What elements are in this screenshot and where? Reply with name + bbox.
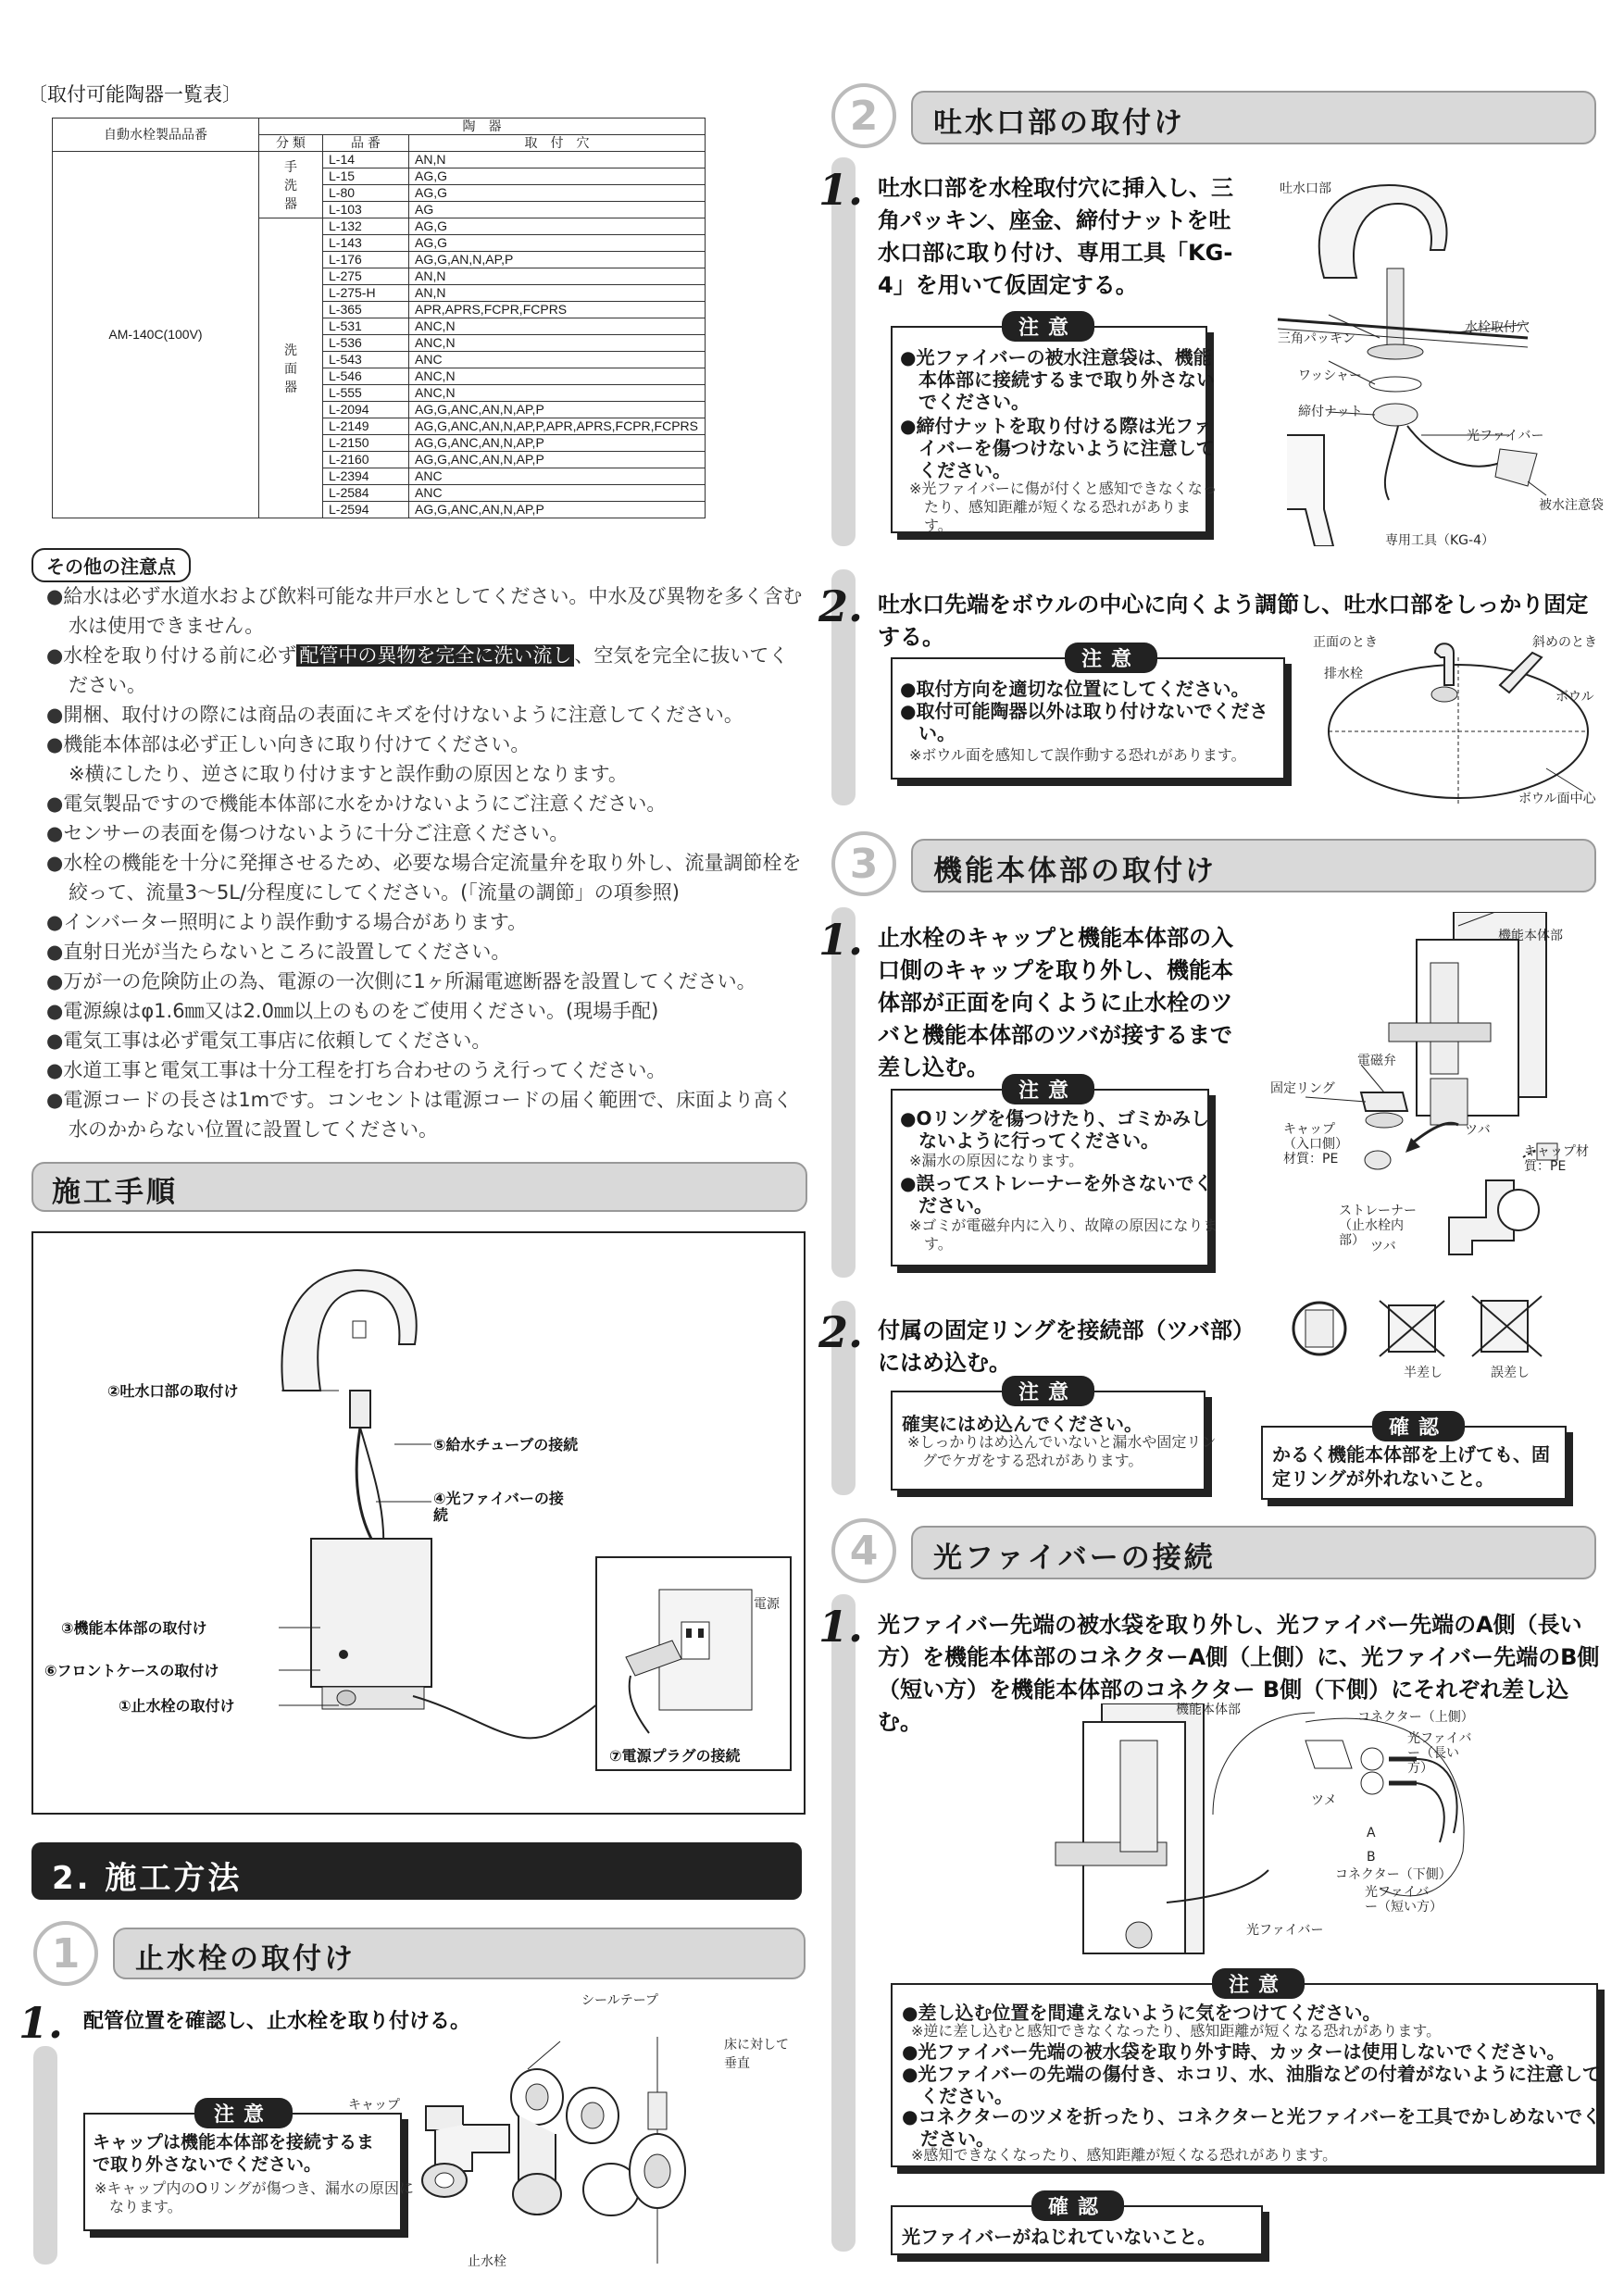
note-item: ●インバーター照明により誤作動する場合があります。 (46, 911, 528, 933)
header-product: 自動水栓製品品番 (53, 119, 259, 152)
step-text: 配管位置を確認し、止水栓を取り付ける。 (83, 2010, 471, 2033)
model-cell: L-80 (323, 185, 409, 202)
note-item: ●万が一の危険防止の為、電源の一次側に1ヶ所漏電遮断器を設置してください。 (46, 970, 756, 992)
caution-text: ●Oリングを傷つけたり、ゴミかみしないように行ってください。 (900, 1107, 1210, 1152)
holes-cell: AG,G (409, 235, 706, 252)
holes-cell: ANC,N (409, 368, 706, 385)
caution-box (891, 1974, 1602, 2167)
holes-cell: AG,G,ANC,AN,N,AP,P (409, 452, 706, 468)
model-cell: L-2160 (323, 452, 409, 468)
label-cap: キャップ (348, 2098, 400, 2113)
step-number: 1. (818, 1602, 864, 1652)
holes-cell: AG,G,ANC,AN,N,AP,P,APR,APRS,FCPR,FCPRS (409, 418, 706, 435)
caution-text: キャップは機能本体部を接続するまで取り外さないでください。 (93, 2132, 375, 2175)
note-item: ●開梱、取付けの際には商品の表面にキズを付けないように注意してください。 (46, 704, 743, 726)
label-bag: 被水注意袋 (1539, 498, 1604, 513)
section-title: 吐水口部の取付け (933, 106, 1185, 140)
holes-cell: AG,G,ANC,AN,N,AP,P (409, 502, 706, 518)
holes-cell: AN,N (409, 152, 706, 168)
label-connector-a: コネクター（上側） (1357, 1710, 1474, 1725)
holes-cell: ANC,N (409, 335, 706, 352)
note-item: ●機能本体部は必ず正しい向きに取り付けてください。 (46, 733, 531, 755)
model-cell: L-275 (323, 268, 409, 285)
note-item: ●電気工事は必ず電気工事店に依頼してください。 (46, 1029, 492, 1052)
confirm-text: かるく機能本体部を上げても、固定リングが外れないこと。 (1272, 1443, 1550, 1490)
caution-box (891, 317, 1218, 534)
label-strainer: ストレーナー（止水栓内部） (1339, 1204, 1417, 1248)
caution-subtext: ※しっかりはめ込んでいないと漏水や固定リングでケガをする恐れがあります。 (907, 1433, 1217, 1469)
step-strip (33, 2046, 57, 2265)
label-packing: 三角パッキン (1278, 331, 1355, 346)
label-solenoid: 電磁弁 (1357, 1054, 1396, 1068)
caution-subtext: ※感知できなくなったり、感知距離が短くなる恐れがあります。 (911, 2146, 1338, 2164)
label-body: ③機能本体部の取付け (61, 1619, 207, 1637)
step-strip (831, 1594, 856, 2252)
holes-cell: ANC,N (409, 318, 706, 335)
table-row (53, 152, 706, 168)
method-bar (31, 1842, 802, 1900)
section-bar (911, 91, 1596, 144)
caution-box (83, 2103, 415, 2231)
caution-text: ●締付ナットを取り付ける際は光ファイバーを傷つけないように注意してください。 (900, 415, 1215, 481)
label-body: 機能本体部 (1498, 929, 1563, 943)
label-valve: 止水栓 (468, 2254, 506, 2269)
model-cell: L-2594 (323, 502, 409, 518)
step-strip (831, 157, 856, 546)
header-model: 品 番 (323, 135, 409, 152)
caution-text: 確実にはめ込んでください。 (902, 1413, 1143, 1435)
faucet-overview-illustration (33, 1233, 804, 1813)
spout-install-illustration (1250, 167, 1602, 546)
holes-cell: AG,G,ANC,AN,N,AP,P (409, 402, 706, 418)
header-ceramic: 陶 器 (259, 119, 706, 135)
label-spout: 吐水口部 (1280, 181, 1331, 196)
holes-cell: ANC (409, 485, 706, 502)
header-holes: 取 付 穴 (409, 135, 706, 152)
model-cell: L-555 (323, 385, 409, 402)
confirm-tag: 確認 (1372, 1411, 1465, 1441)
model-cell: L-365 (323, 302, 409, 318)
procedure-diagram (31, 1231, 806, 1815)
caution-text: ●差し込む位置を間違えないように気をつけてください。 (902, 2002, 1381, 2024)
step-number: 2. (818, 1307, 864, 1357)
note-item: ●直射日光が当たらないところに設置してください。 (46, 941, 511, 963)
step-text: 光ファイバー先端の被水袋を取り外し、光ファイバー先端のA側（長い方）を機能本体部のコネクターA側（上側）に、光ファイバー先端のB側（短い方）を機能本体部のコネクター B側（下側）にそれぞれ差し込む。 (878, 1612, 1600, 1735)
label-power-plug: ⑦電源プラグの接続 (609, 1747, 741, 1765)
model-cell: L-546 (323, 368, 409, 385)
section-number: 4 (831, 1518, 896, 1583)
model-cell: L-2150 (323, 435, 409, 452)
procedure-bar (31, 1162, 807, 1212)
caution-text: ●コネクターのツメを折ったり、コネクターと光ファイバーを工具でかしめないでください。 (902, 2105, 1602, 2150)
label-fiber-b: 光ファイバー（短い方） (1365, 1885, 1443, 1915)
caution-tag: 注意 (1002, 1074, 1094, 1104)
step-number: 1. (818, 915, 864, 965)
label-tool: 専用工具（KG-4） (1385, 533, 1494, 548)
note-item: ●電気製品ですので機能本体部に水をかけないようにご注意ください。 (46, 792, 667, 815)
caution-subtext: ※逆に差し込むと感知できなくなったり、感知距離が短くなる恐れがあります。 (911, 2022, 1442, 2040)
model-cell: L-2584 (323, 485, 409, 502)
step-text: 吐水口部を水栓取付穴に挿入し、三角パッキン、座金、締付ナットを吐水口部に取り付け、専用工具「KG-4」を用いて仮固定する。 (878, 175, 1233, 298)
caution-text: ●光ファイバーの被水注意袋は、機能本体部に接続するまで取り外さないでください。 (900, 346, 1215, 413)
caution-subtext: ※ボウル面を感知して誤作動する恐れがあります。 (909, 746, 1246, 764)
table-header-row (53, 119, 706, 135)
section-bar (113, 1928, 806, 1979)
note-item: ●電源線はφ1.6㎜又は2.0㎜以上のものをご使用ください。(現場手配) (46, 1000, 659, 1022)
caution-tag: 注意 (1065, 643, 1157, 673)
label-b-circle: B (1367, 1850, 1376, 1865)
table-title: 〔取付可能陶器一覧表〕 (28, 83, 242, 106)
holes-cell: AN,N (409, 285, 706, 302)
caution-box (891, 1381, 1217, 1491)
spout-direction-illustration (1315, 630, 1602, 815)
note-item: ●水栓を取り付ける前に必ず 配管中の異物を完全に洗い流し 、空気を完全に抜いてください。 (46, 644, 789, 696)
section-bar (911, 1526, 1596, 1579)
label-mount-hole: 水栓取付穴 (1465, 320, 1530, 335)
model-cell: L-132 (323, 218, 409, 235)
note-item: ●水道工事と電気工事は十分工程を打ち合わせのうえ行ってください。 (46, 1059, 667, 1081)
step-number: 1. (19, 1998, 64, 2048)
model-cell: L-103 (323, 202, 409, 218)
label-diagonal: 斜めのとき (1532, 635, 1597, 650)
caution-text: ●誤ってストレーナーを外さないでください。 (900, 1172, 1213, 1217)
holes-cell: AG,G (409, 218, 706, 235)
note-item: ●水栓の機能を十分に発揮させるため、必要な場合定流量弁を取り外し、流量調節栓を絞って、流量3～5L/分程度にしてください。(「流量の調節」の項参照) (46, 852, 802, 904)
caution-text: ●光ファイバー先端の被水袋を取り外す時、カッターは使用しないでください。 (902, 2040, 1566, 2063)
caution-text: ●取付可能陶器以外は取り付けないでください。 (900, 700, 1268, 744)
confirm-tag: 確認 (1031, 2190, 1124, 2221)
procedure-title: 施工手順 (52, 1176, 178, 1209)
label-drain: 排水栓 (1324, 667, 1363, 681)
notes-list (46, 581, 806, 1144)
section-title: 機能本体部の取付け (933, 855, 1217, 888)
label-a-circle: A (1367, 1826, 1376, 1841)
model-cell: L-14 (323, 152, 409, 168)
caution-tag: 注意 (1212, 1968, 1305, 1999)
section-number: 2 (831, 83, 896, 148)
section-title: 止水栓の取付け (135, 1942, 356, 1976)
label-nut: 締付ナット (1298, 405, 1363, 419)
label-bowl: ボウル (1555, 690, 1594, 705)
caution-subtext: ※ゴミが電磁弁内に入り、故障の原因になります。 (909, 1217, 1218, 1253)
confirm-box (891, 2196, 1263, 2255)
label-front-case: ⑥フロントケースの取付け (44, 1662, 219, 1679)
caution-box (891, 648, 1285, 780)
label-spout: ②吐水口部の取付け (107, 1382, 239, 1400)
caution-subtext: ※光ファイバーに傷が付くと感知できなくなったり、感知距離が短くなる恐れがあります。 (909, 480, 1218, 534)
label-fiber: 光ファイバー (1246, 1923, 1324, 1938)
label-optical-fiber: ④光ファイバーの接続 (433, 1490, 564, 1524)
caution-tag: 注意 (1002, 311, 1094, 342)
caution-tag: 注意 (1002, 1376, 1094, 1406)
step-text: 付属の固定リングを接続部（ツバ部）にはめ込む。 (878, 1317, 1244, 1376)
label-claw: ツメ (1311, 1793, 1337, 1808)
header-category: 分 類 (259, 135, 323, 152)
product-cell: AM-140C(100V) (53, 152, 259, 518)
caution-text: ●光ファイバーの先端の傷付き、ホコリ、水、油脂などの付着がないように注意してください。 (902, 2063, 1601, 2107)
caution-text: ●取付方向を適切な位置にしてください。 (900, 678, 1250, 700)
label-seal-tape: シールテープ (581, 1993, 659, 2008)
holes-cell: AG,G,ANC,AN,N,AP,P (409, 435, 706, 452)
method-title: 2. 施工方法 (52, 1860, 243, 1897)
model-cell: L-2394 (323, 468, 409, 485)
label-half: 半差し (1404, 1366, 1443, 1380)
caution-tag: 注意 (194, 2098, 293, 2128)
label-wrong: 誤差し (1491, 1366, 1530, 1380)
label-water-tube: ⑤給水チューブの接続 (433, 1436, 579, 1454)
step-number: 2. (818, 581, 864, 631)
caution-subtext: ※キャップ内のOリングが傷つき、漏水の原因になります。 (94, 2179, 415, 2215)
step-number: 1. (818, 165, 864, 215)
label-ring: 固定リング (1270, 1081, 1335, 1096)
holes-cell: ANC (409, 468, 706, 485)
label-cap-in: キャップ（入口側）材質：PE (1283, 1122, 1348, 1167)
label-tsuba2: ツバ (1370, 1240, 1396, 1254)
model-cell: L-536 (323, 335, 409, 352)
section-title: 光ファイバーの接続 (933, 1541, 1216, 1575)
label-body: 機能本体部 (1176, 1703, 1241, 1717)
model-cell: L-143 (323, 235, 409, 252)
label-power: 電源 (754, 1597, 780, 1612)
section-number: 3 (831, 831, 896, 896)
holes-cell: ANC,N (409, 385, 706, 402)
label-bowl-center: ボウル面中心 (1518, 792, 1596, 806)
label-connector-b: コネクター（下側） (1335, 1867, 1452, 1882)
section-bar (911, 839, 1596, 892)
note-item: ●給水は必ず水道水および飲料可能な井戸水としてください。中水及び異物を多く含む水は使用できません。 (46, 585, 803, 637)
holes-cell: AG,G,AN,N,AP,P (409, 252, 706, 268)
holes-cell: ANC (409, 352, 706, 368)
step-text: 止水栓のキャップと機能本体部の入口側のキャップを取り外し、機能本体部が正面を向くように止水栓のツバと機能本体部のツバが接するまで差し込む。 (878, 925, 1233, 1080)
holes-cell: AG (409, 202, 706, 218)
label-fiber: 光ファイバー (1467, 429, 1544, 443)
model-cell: L-2094 (323, 402, 409, 418)
label-tsuba: ツバ (1465, 1123, 1491, 1138)
category-cell: 手 洗 器 (259, 152, 323, 218)
label-stop-valve: ①止水栓の取付け (119, 1697, 235, 1715)
model-cell: L-15 (323, 168, 409, 185)
label-washer: ワッシャー (1298, 368, 1363, 383)
model-cell: L-543 (323, 352, 409, 368)
label-cap: キャップ材質：PE (1524, 1144, 1589, 1174)
label-vertical: 床に対して垂直 (724, 2038, 789, 2071)
holes-cell: APR,APRS,FCPR,FCPRS (409, 302, 706, 318)
notes-heading: その他の注意点 (31, 548, 191, 582)
note-sub: ※横にしたり、逆さに取り付けますと誤作動の原因となります。 (69, 763, 628, 785)
confirm-text: 光ファイバーがねじれていないこと。 (902, 2226, 1217, 2248)
model-cell: L-531 (323, 318, 409, 335)
note-item: ●センサーの表面を傷つけないように十分ご注意ください。 (46, 822, 569, 844)
model-cell: L-176 (323, 252, 409, 268)
note-highlight: 配管中の異物を完全に洗い流し (296, 644, 574, 667)
category-cell: 洗 面 器 (259, 218, 323, 518)
confirm-box (1261, 1416, 1567, 1500)
caution-box (891, 1079, 1218, 1267)
holes-cell: AG,G (409, 185, 706, 202)
note-item: ●電源コードの長さは1mです。コンセントは電源コードの届く範囲で、床面より高く水のかからない位置に設置してください。 (46, 1089, 793, 1141)
caution-subtext: ※漏水の原因になります。 (909, 1152, 1084, 1169)
model-cell: L-2149 (323, 418, 409, 435)
label-fiber-a: 光ファイバー（長い方） (1407, 1731, 1472, 1776)
holes-cell: AG,G (409, 168, 706, 185)
stop-valve-illustration (407, 1986, 704, 2273)
section-number: 1 (33, 1921, 98, 1986)
step-text: 吐水口先端をボウルの中心に向くよう調節し、吐水口部をしっかり固定する。 (878, 592, 1589, 650)
holes-cell: AN,N (409, 268, 706, 285)
label-front: 正面のとき (1313, 635, 1378, 650)
model-cell: L-275-H (323, 285, 409, 302)
ceramic-table (52, 118, 706, 518)
